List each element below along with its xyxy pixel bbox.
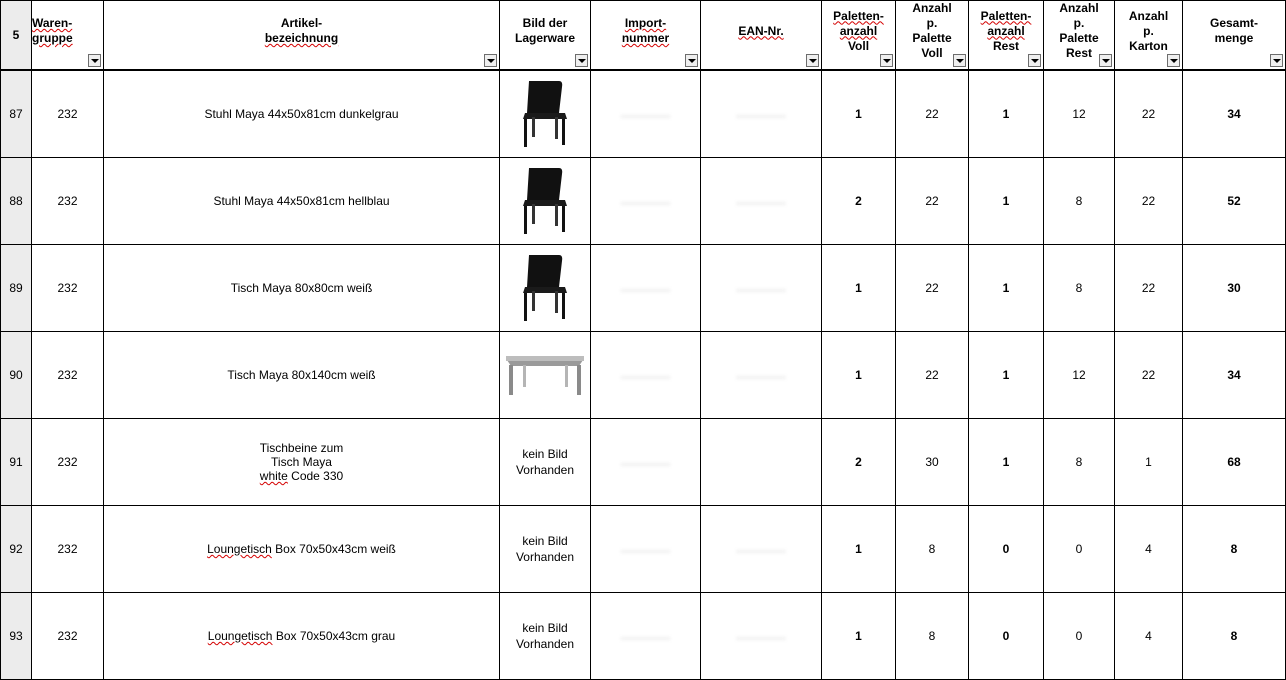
column-header-label-line: Paletten- — [980, 8, 1032, 23]
cell-artikelbezeichnung[interactable] — [104, 419, 500, 506]
column-header-label — [833, 9, 884, 62]
cell-importnummer[interactable] — [591, 332, 701, 419]
column-header-label-line: Import- — [624, 16, 667, 30]
column-header-label — [912, 1, 951, 69]
table-row — [1, 419, 1286, 506]
cell-artikelbezeichnung[interactable] — [104, 506, 500, 593]
column-header-label-line: Paletten- — [833, 8, 884, 23]
column-header-label-line: anzahl — [987, 23, 1025, 38]
column-header-label-line: Voll — [847, 38, 870, 53]
artikel-line: Loungetisch Box 70x50x43cm grau — [207, 629, 396, 643]
cell-paletten-voll[interactable]: 1 — [822, 245, 896, 332]
cell-paletten-rest[interactable]: 1 — [969, 419, 1044, 506]
column-header-label-line: Rest — [1065, 46, 1092, 60]
cell-gesamtmenge[interactable]: 30 — [1183, 245, 1286, 332]
artikel-line: white Code 330 — [259, 469, 344, 483]
column-header-ean[interactable] — [701, 1, 822, 71]
redacted-value: ▬▬▬▬▬ — [620, 110, 671, 121]
column-header-label — [32, 16, 73, 54]
redacted-value: ▬▬▬▬▬ — [736, 284, 786, 295]
cell-anzahl-palette-voll[interactable]: 22 — [896, 158, 969, 245]
cell-gesamtmenge[interactable]: 68 — [1183, 419, 1286, 506]
table-row — [1, 332, 1286, 419]
column-header-label — [1210, 16, 1258, 54]
column-header-label-line: Artikel- — [280, 16, 323, 30]
no-image-text: kein Bild — [522, 447, 568, 461]
autofilter-dropdown-icon[interactable] — [1270, 54, 1283, 67]
cell-paletten-voll[interactable]: 1 — [822, 506, 896, 593]
cell-gesamtmenge[interactable]: 34 — [1183, 70, 1286, 158]
cell-anzahl-palette-voll[interactable]: 30 — [896, 419, 969, 506]
chair-icon — [515, 253, 575, 323]
row-number[interactable]: 91 — [1, 419, 32, 506]
cell-bild[interactable] — [500, 158, 591, 245]
column-header-label-line: Rest — [992, 38, 1019, 53]
cell-ean[interactable] — [701, 332, 822, 419]
cell-bild[interactable] — [500, 506, 591, 593]
column-header-label-line: Anzahl — [1128, 8, 1169, 23]
cell-warengruppe[interactable]: 232 — [32, 158, 104, 245]
column-header-label — [1059, 1, 1098, 69]
cell-anzahl-palette-rest[interactable]: 12 — [1044, 70, 1115, 158]
cell-paletten-rest[interactable]: 0 — [969, 593, 1044, 680]
column-header-pal_voll[interactable] — [822, 1, 896, 71]
cell-importnummer[interactable] — [591, 245, 701, 332]
cell-artikelbezeichnung[interactable] — [104, 245, 500, 332]
column-header-anz_pal_rest[interactable] — [1044, 1, 1115, 71]
table-row — [1, 158, 1286, 245]
redacted-value: ▬▬▬▬▬ — [620, 284, 671, 295]
row-number-header[interactable]: 5 — [1, 1, 32, 71]
column-header-anz_pal_voll[interactable] — [896, 1, 969, 71]
redacted-value: ▬▬▬▬▬ — [736, 197, 786, 208]
cell-gesamtmenge[interactable]: 8 — [1183, 506, 1286, 593]
column-header-label-line: Lagerware — [514, 31, 576, 45]
cell-ean[interactable] — [701, 593, 822, 680]
artikel-line: Tisch Maya 80x140cm weiß — [227, 368, 376, 382]
cell-anzahl-karton[interactable]: 22 — [1115, 70, 1183, 158]
redacted-value: ▬▬▬▬▬ — [620, 545, 671, 556]
column-header-label-line: EAN-Nr. — [738, 23, 784, 38]
redacted-value: ▬▬▬▬▬ — [620, 632, 671, 643]
cell-anzahl-palette-rest[interactable]: 0 — [1044, 593, 1115, 680]
cell-importnummer[interactable] — [591, 506, 701, 593]
no-image-text: Vorhanden — [515, 550, 575, 564]
artikel-line: Tisch Maya — [271, 455, 332, 469]
column-header-label — [622, 16, 669, 54]
artikel-line: Stuhl Maya 44x50x81cm dunkelgrau — [204, 107, 399, 121]
cell-anzahl-karton[interactable]: 4 — [1115, 593, 1183, 680]
cell-ean[interactable] — [701, 158, 822, 245]
cell-anzahl-karton[interactable]: 22 — [1115, 245, 1183, 332]
no-image-text: Vorhanden — [515, 637, 575, 651]
row-number[interactable]: 92 — [1, 506, 32, 593]
column-header-label-line: anzahl — [839, 23, 878, 38]
cell-anzahl-palette-rest[interactable]: 8 — [1044, 245, 1115, 332]
cell-anzahl-palette-voll[interactable]: 8 — [896, 593, 969, 680]
cell-anzahl-palette-voll[interactable]: 22 — [896, 245, 969, 332]
column-header-label-line: p. — [926, 16, 938, 30]
row-number[interactable]: 89 — [1, 245, 32, 332]
cell-paletten-voll[interactable]: 2 — [822, 158, 896, 245]
cell-anzahl-palette-rest[interactable]: 12 — [1044, 332, 1115, 419]
cell-artikelbezeichnung[interactable] — [104, 593, 500, 680]
column-header-import[interactable] — [591, 1, 701, 71]
cell-paletten-voll[interactable]: 1 — [822, 332, 896, 419]
autofilter-dropdown-icon[interactable] — [685, 54, 698, 67]
cell-bild[interactable] — [500, 70, 591, 158]
autofilter-dropdown-icon[interactable] — [880, 54, 893, 67]
header-row — [1, 1, 1286, 71]
column-header-label-line: p. — [1073, 16, 1085, 30]
cell-paletten-rest[interactable]: 0 — [969, 506, 1044, 593]
cell-warengruppe[interactable]: 232 — [32, 245, 104, 332]
cell-warengruppe[interactable]: 232 — [32, 332, 104, 419]
cell-ean[interactable] — [701, 245, 822, 332]
redacted-value: ▬▬▬▬▬ — [620, 197, 671, 208]
cell-bild[interactable] — [500, 419, 591, 506]
redacted-value: ▬▬▬▬▬ — [736, 371, 786, 382]
column-header-label-line: p. — [1143, 23, 1154, 38]
cell-importnummer[interactable] — [591, 419, 701, 506]
cell-gesamtmenge[interactable]: 8 — [1183, 593, 1286, 680]
column-header-label-line: nummer — [621, 31, 670, 45]
cell-paletten-rest[interactable]: 1 — [969, 70, 1044, 158]
chair-icon — [515, 79, 575, 149]
cell-paletten-rest[interactable]: 1 — [969, 332, 1044, 419]
cell-paletten-voll[interactable]: 2 — [822, 419, 896, 506]
cell-anzahl-palette-voll[interactable]: 22 — [896, 70, 969, 158]
redacted-value: ▬▬▬▬▬ — [620, 371, 671, 382]
cell-importnummer[interactable] — [591, 158, 701, 245]
column-header-label-line: gruppe — [32, 31, 73, 45]
table-icon — [503, 352, 587, 398]
cell-bild[interactable] — [500, 245, 591, 332]
cell-anzahl-palette-voll[interactable]: 8 — [896, 506, 969, 593]
cell-artikelbezeichnung[interactable] — [104, 158, 500, 245]
column-header-label-line: Bild der — [522, 16, 568, 30]
no-image-text: kein Bild — [522, 534, 568, 548]
row-number[interactable]: 90 — [1, 332, 32, 419]
row-number[interactable]: 88 — [1, 158, 32, 245]
cell-anzahl-palette-rest[interactable]: 0 — [1044, 506, 1115, 593]
cell-importnummer[interactable] — [591, 70, 701, 158]
cell-anzahl-karton[interactable]: 1 — [1115, 419, 1183, 506]
column-header-label-line: Gesamt- — [1209, 16, 1259, 30]
autofilter-dropdown-icon[interactable] — [1028, 54, 1041, 67]
autofilter-dropdown-icon[interactable] — [953, 54, 966, 67]
cell-artikelbezeichnung[interactable] — [104, 332, 500, 419]
redacted-value: ▬▬▬▬▬ — [736, 110, 786, 121]
table-row — [1, 245, 1286, 332]
column-header-label-line: bezeichnung — [264, 31, 339, 45]
chair-icon — [515, 166, 575, 236]
cell-warengruppe[interactable]: 232 — [32, 70, 104, 158]
column-header-label — [981, 9, 1032, 62]
column-header-label-line: Anzahl — [912, 1, 952, 15]
cell-warengruppe[interactable]: 232 — [32, 593, 104, 680]
cell-ean[interactable] — [701, 70, 822, 158]
autofilter-dropdown-icon[interactable] — [88, 54, 101, 67]
cell-bild[interactable] — [500, 593, 591, 680]
redacted-value: ▬▬▬▬▬ — [620, 458, 671, 469]
cell-paletten-rest[interactable]: 1 — [969, 158, 1044, 245]
column-header-gesamt[interactable] — [1183, 1, 1286, 71]
artikel-line: Tischbeine zum — [259, 441, 344, 455]
table-row — [1, 593, 1286, 680]
column-header-anz_karton[interactable] — [1115, 1, 1183, 71]
cell-paletten-rest[interactable]: 1 — [969, 245, 1044, 332]
cell-anzahl-karton[interactable]: 22 — [1115, 158, 1183, 245]
cell-warengruppe[interactable]: 232 — [32, 419, 104, 506]
cell-ean[interactable] — [701, 506, 822, 593]
cell-gesamtmenge[interactable]: 52 — [1183, 158, 1286, 245]
column-header-label-line: Anzahl — [1059, 1, 1099, 15]
artikel-line: Tisch Maya 80x80cm weiß — [230, 281, 373, 295]
column-header-label-line: menge — [1214, 31, 1254, 45]
column-header-label — [515, 16, 575, 54]
cell-anzahl-palette-rest[interactable]: 8 — [1044, 419, 1115, 506]
cell-anzahl-karton[interactable]: 4 — [1115, 506, 1183, 593]
cell-paletten-voll[interactable]: 1 — [822, 70, 896, 158]
column-header-label-line: Karton — [1129, 38, 1168, 53]
column-header-label — [738, 24, 783, 47]
no-image-text: kein Bild — [522, 621, 568, 635]
table-row — [1, 506, 1286, 593]
autofilter-dropdown-icon[interactable] — [575, 54, 588, 67]
redacted-value: ▬▬▬▬▬ — [736, 632, 786, 643]
column-header-pal_rest[interactable] — [969, 1, 1044, 71]
column-header-warengruppe[interactable] — [32, 1, 104, 71]
artikel-line: Stuhl Maya 44x50x81cm hellblau — [213, 194, 390, 208]
table-row — [1, 70, 1286, 158]
cell-bild[interactable] — [500, 332, 591, 419]
column-header-label-line: Palette — [912, 31, 952, 45]
cell-anzahl-karton[interactable]: 22 — [1115, 332, 1183, 419]
cell-paletten-voll[interactable]: 1 — [822, 593, 896, 680]
column-header-label-line: Waren- — [32, 16, 73, 30]
column-header-label — [265, 16, 338, 54]
artikel-line: Loungetisch Box 70x50x43cm weiß — [207, 542, 396, 556]
row-number[interactable]: 93 — [1, 593, 32, 680]
column-header-label-line: Palette — [1059, 31, 1099, 45]
row-number[interactable]: 87 — [1, 70, 32, 158]
column-header-artikel[interactable] — [104, 1, 500, 71]
no-image-text: Vorhanden — [515, 463, 575, 477]
cell-warengruppe[interactable]: 232 — [32, 506, 104, 593]
column-header-label-line: Voll — [921, 46, 943, 60]
cell-artikelbezeichnung[interactable] — [104, 70, 500, 158]
autofilter-dropdown-icon[interactable] — [1167, 54, 1180, 67]
column-header-bild[interactable] — [500, 1, 591, 71]
table-body — [1, 70, 1286, 680]
cell-anzahl-palette-rest[interactable]: 8 — [1044, 158, 1115, 245]
autofilter-dropdown-icon[interactable] — [1099, 54, 1112, 67]
cell-ean[interactable] — [701, 419, 822, 506]
redacted-value: ▬▬▬▬▬ — [736, 545, 786, 556]
cell-importnummer[interactable] — [591, 593, 701, 680]
autofilter-dropdown-icon[interactable] — [484, 54, 497, 67]
autofilter-dropdown-icon[interactable] — [806, 54, 819, 67]
cell-gesamtmenge[interactable]: 34 — [1183, 332, 1286, 419]
column-header-label — [1129, 9, 1168, 62]
cell-anzahl-palette-voll[interactable]: 22 — [896, 332, 969, 419]
